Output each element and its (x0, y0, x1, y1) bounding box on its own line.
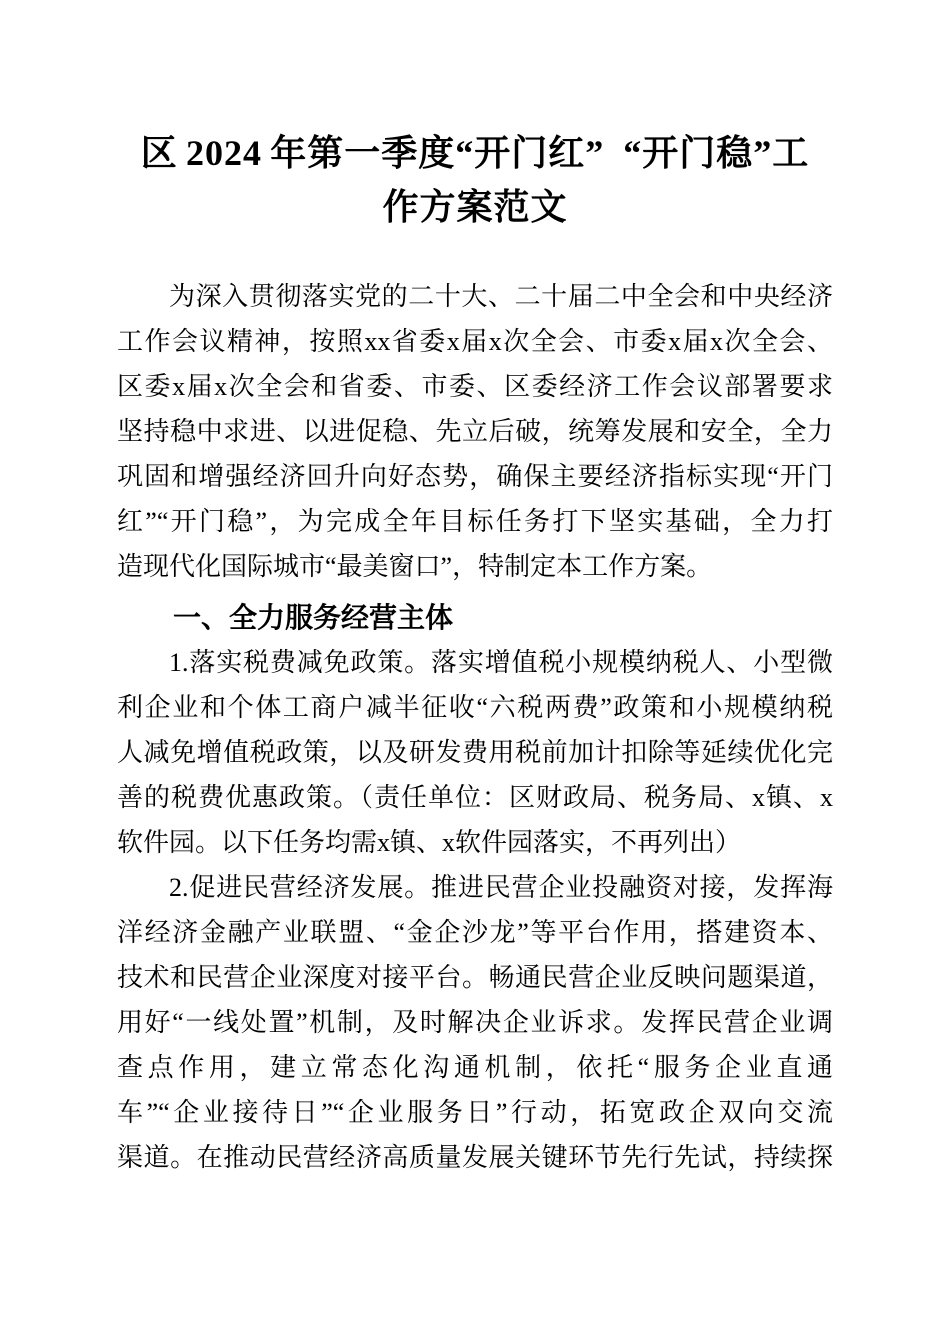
document-title (117, 126, 833, 234)
text-line: 查点作用，建立常态化沟通机制，依托“服务企业直通 (117, 1053, 833, 1082)
text-line: 坚持稳中求进、以进促稳、先立后破，统筹发展和安全，全力 (117, 417, 833, 446)
text-line: 工作会议精神，按照xx省委x届x次全会、市委x届x次全会、 (117, 327, 833, 356)
section-heading: 一、全力服务经营主体 (173, 602, 454, 633)
text-line: 巩固和增强经济回升向好态势，确保主要经济指标实现“开门 (117, 462, 833, 491)
text-line: 造现代化国际城市“最美窗口”，特制定本工作方案。 (117, 552, 713, 581)
document-body (117, 274, 833, 1180)
text-line: 人减免增值税政策，以及研发费用税前加计扣除等延续优化完 (117, 738, 833, 767)
text-line: 区委x届x次全会和省委、市委、区委经济工作会议部署要求 (117, 372, 833, 401)
text-line: 利企业和个体工商户减半征收“六税两费”政策和小规模纳税 (117, 693, 833, 722)
title-line: 区 2024 年第一季度“开门红” “开门稳”工 (140, 133, 810, 173)
text-line: 车”“企业接待日”“企业服务日”行动，拓宽政企双向交流 (117, 1098, 833, 1127)
text-line: 红”“开门稳”，为完成全年目标任务打下坚实基础，全力打 (117, 507, 833, 536)
text-line: 洋经济金融产业联盟、“金企沙龙”等平台作用，搭建资本、 (117, 918, 833, 947)
paragraph (117, 274, 833, 589)
text-line: 为深入贯彻落实党的二十大、二十届二中全会和中央经济 (169, 282, 833, 311)
text-line: 2.促进民营经济发展。推进民营企业投融资对接，发挥海 (169, 873, 833, 902)
paragraph (117, 640, 833, 865)
text-line: 1.落实税费减免政策。落实增值税小规模纳税人、小型微 (169, 648, 833, 677)
paragraph (117, 865, 833, 1180)
text-line: 软件园。以下任务均需x镇、x软件园落实，不再列出） (117, 828, 742, 857)
title-line: 作方案范文 (382, 187, 568, 227)
text-line: 渠道。在推动民营经济高质量发展关键环节先行先试，持续探 (117, 1143, 833, 1172)
text-line: 用好“一线处置”机制，及时解决企业诉求。发挥民营企业调 (117, 1008, 833, 1037)
text-line: 技术和民营企业深度对接平台。畅通民营企业反映问题渠道， (117, 963, 833, 992)
text-line: 善的税费优惠政策。（责任单位：区财政局、税务局、x镇、x (117, 783, 833, 812)
